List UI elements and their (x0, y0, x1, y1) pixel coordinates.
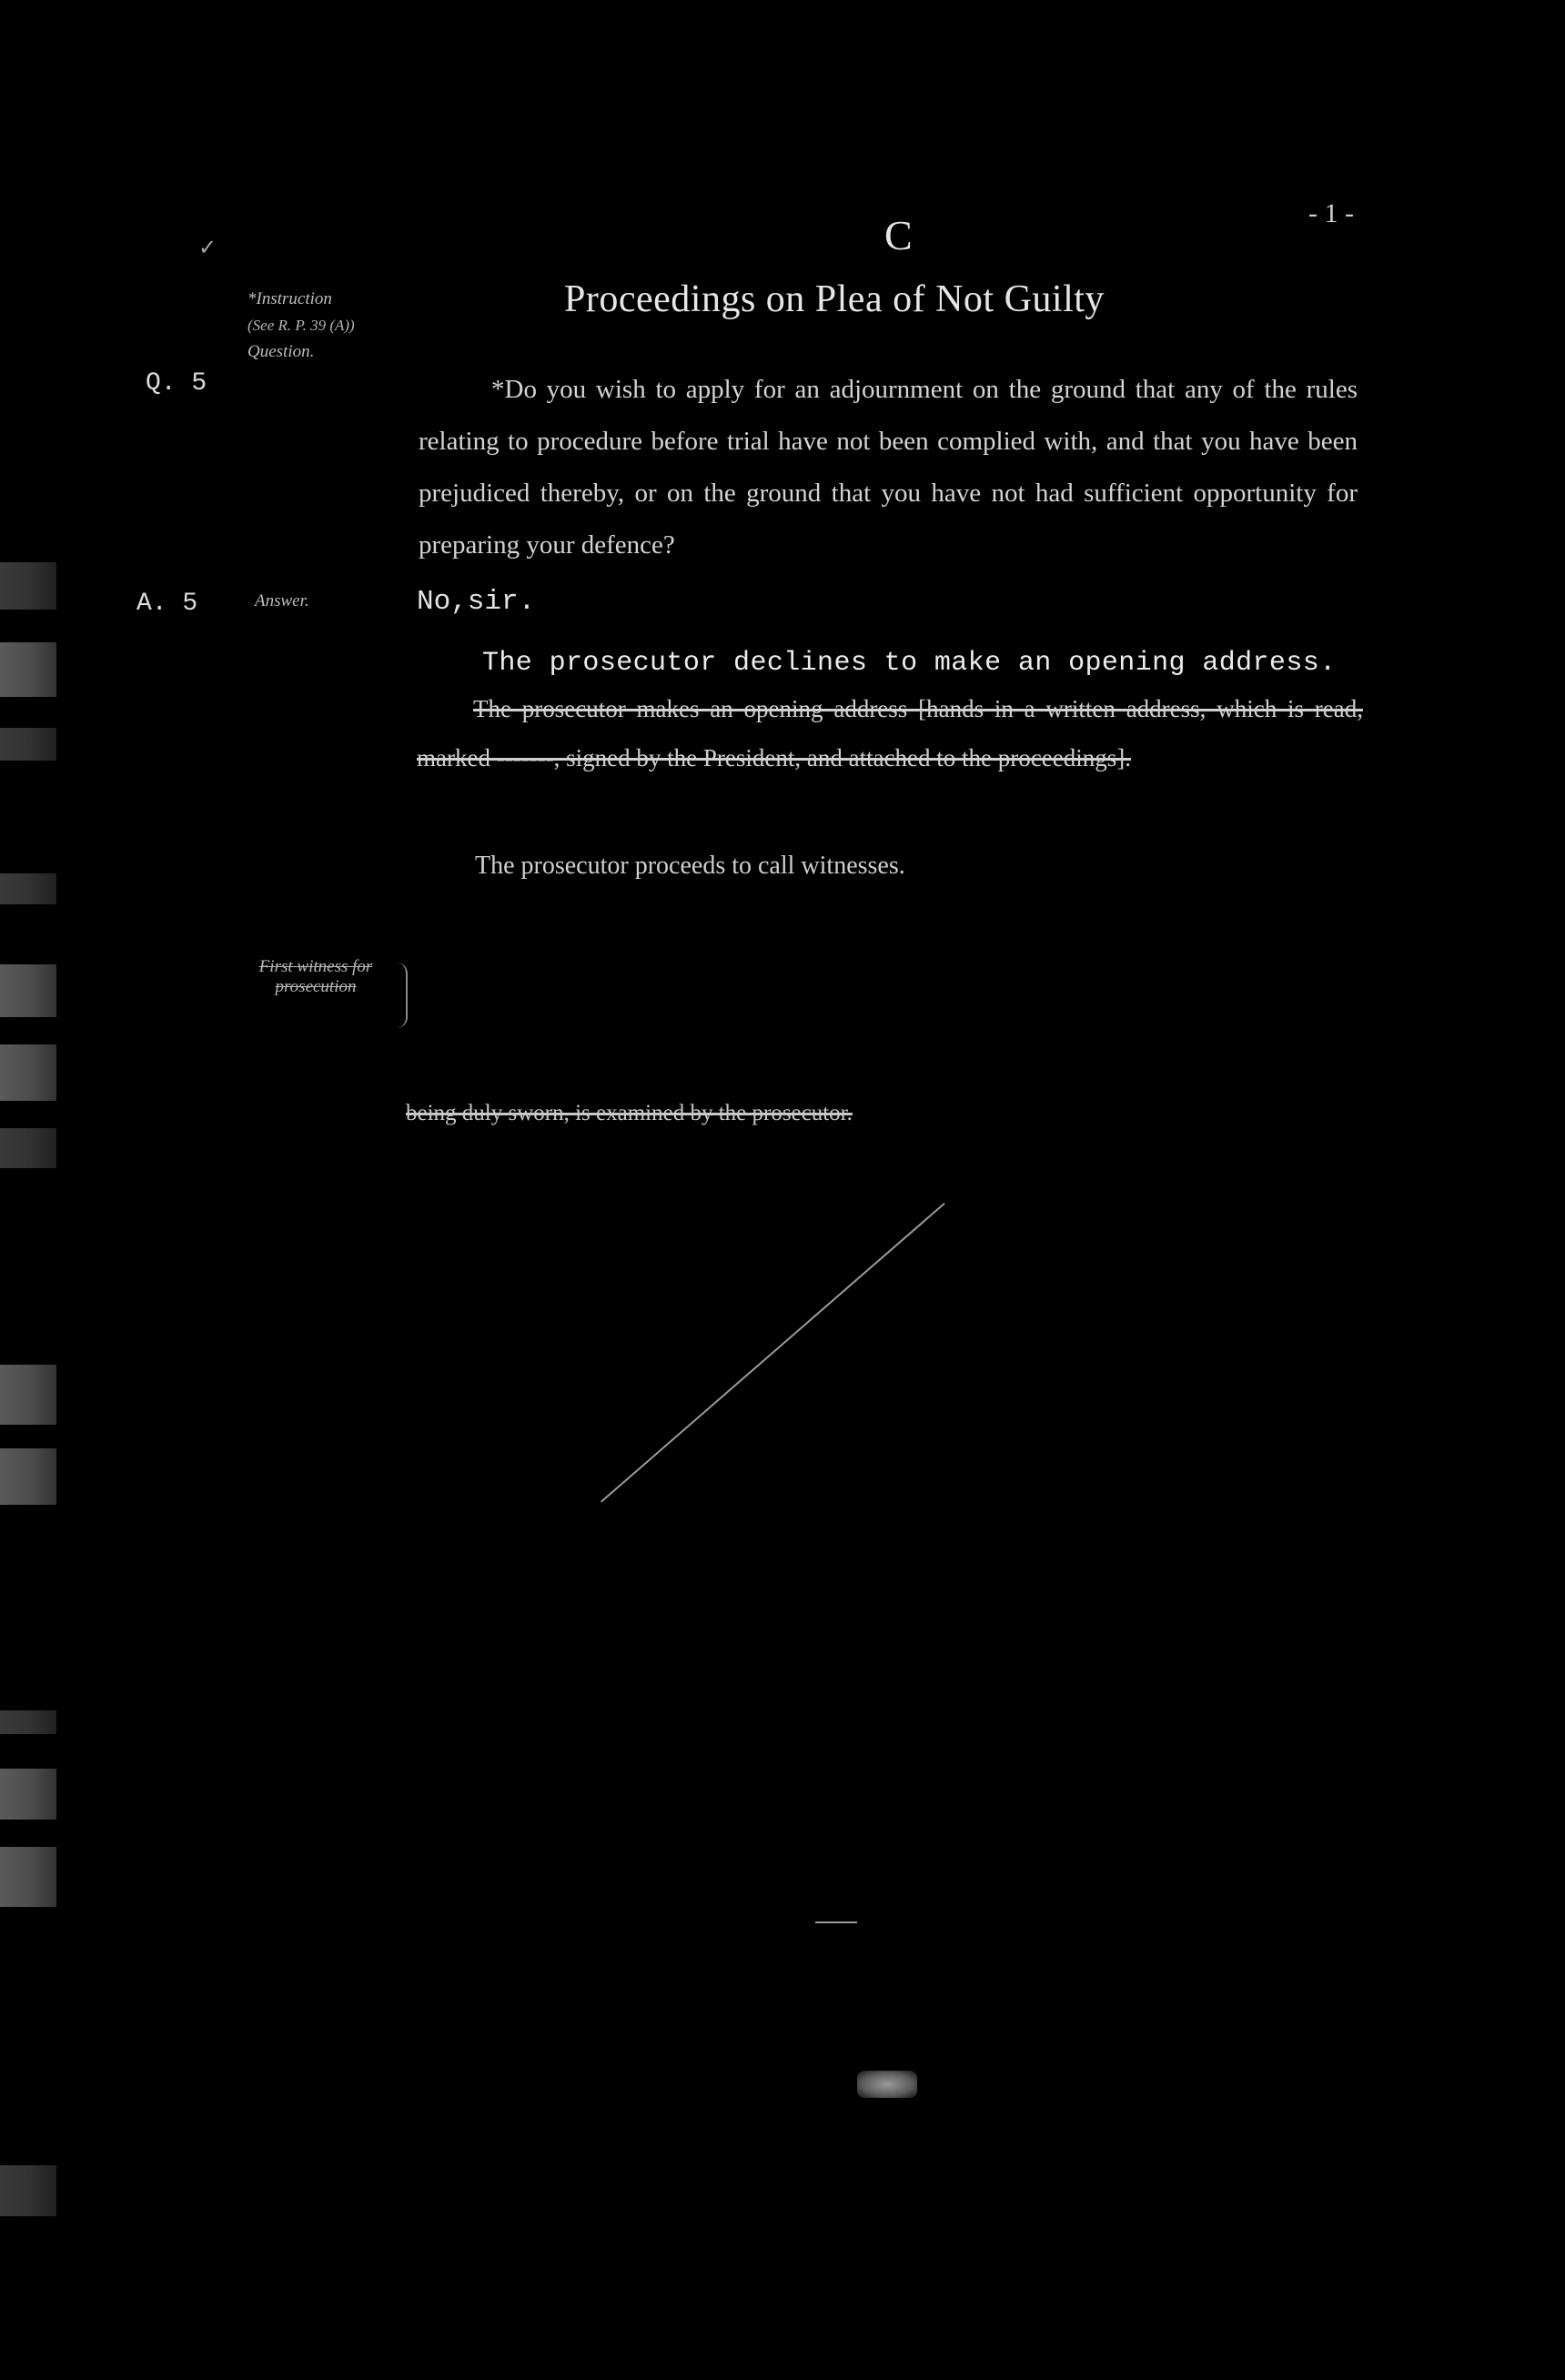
question-number: Q. 5 (146, 369, 207, 398)
question-text: *Do you wish to apply for an adjournment on the ground that any of the rules relating to procedure before trial have not been complied with, and that you have been prejudiced thereby, or on the ground that you have not had sufficient opportunity for preparing your defence? (419, 375, 1358, 560)
answer-number: A. 5 (136, 590, 198, 618)
film-edge-mark (0, 873, 56, 904)
margin-question-label: Question. (247, 342, 315, 361)
margin-instruction-label: *Instruction (247, 289, 332, 308)
film-edge-mark (0, 1448, 56, 1505)
crossed-margin-note: First witness for prosecution (258, 957, 373, 996)
film-edge-mark (0, 562, 56, 610)
margin-instruction-ref: (See R. P. 39 (A)) (247, 317, 355, 334)
struck-sworn-line: being duly sworn, is examined by the prosecutor. (406, 1101, 853, 1125)
film-edge-mark (0, 728, 56, 761)
section-letter: C (884, 212, 913, 258)
margin-tick-mark-icon: ✓ (198, 237, 217, 260)
brace-mark (393, 963, 408, 1028)
proceeds-statement: The prosecutor proceeds to call witnesses. (475, 852, 905, 880)
film-edge-mark (0, 642, 56, 697)
page-title: Proceedings on Plea of Not Guilty (564, 278, 1105, 320)
film-edge-mark (0, 1044, 56, 1101)
film-edge-mark (0, 964, 56, 1017)
diagonal-cancel-line (601, 1203, 945, 1503)
film-edge-mark (0, 2165, 56, 2216)
page-number: - 1 - (1308, 198, 1354, 228)
struck-statement: The prosecutor makes an opening address [hands in a written address, which is read, marked -------, signed by the President, and attached to the proceedings]. (417, 695, 1363, 771)
film-edge-mark (0, 1769, 56, 1820)
margin-answer-label: Answer. (255, 591, 309, 610)
answer-text: No,sir. (417, 586, 536, 618)
film-edge-mark (0, 1365, 56, 1425)
typed-statement: The prosecutor declines to make an opening address. (482, 648, 1337, 679)
film-edge-mark (0, 1847, 56, 1907)
stamp-mark-icon (857, 2071, 917, 2098)
film-edge-mark (0, 1710, 56, 1734)
film-edge-mark (0, 1128, 56, 1168)
short-dash-mark (815, 1921, 857, 1923)
